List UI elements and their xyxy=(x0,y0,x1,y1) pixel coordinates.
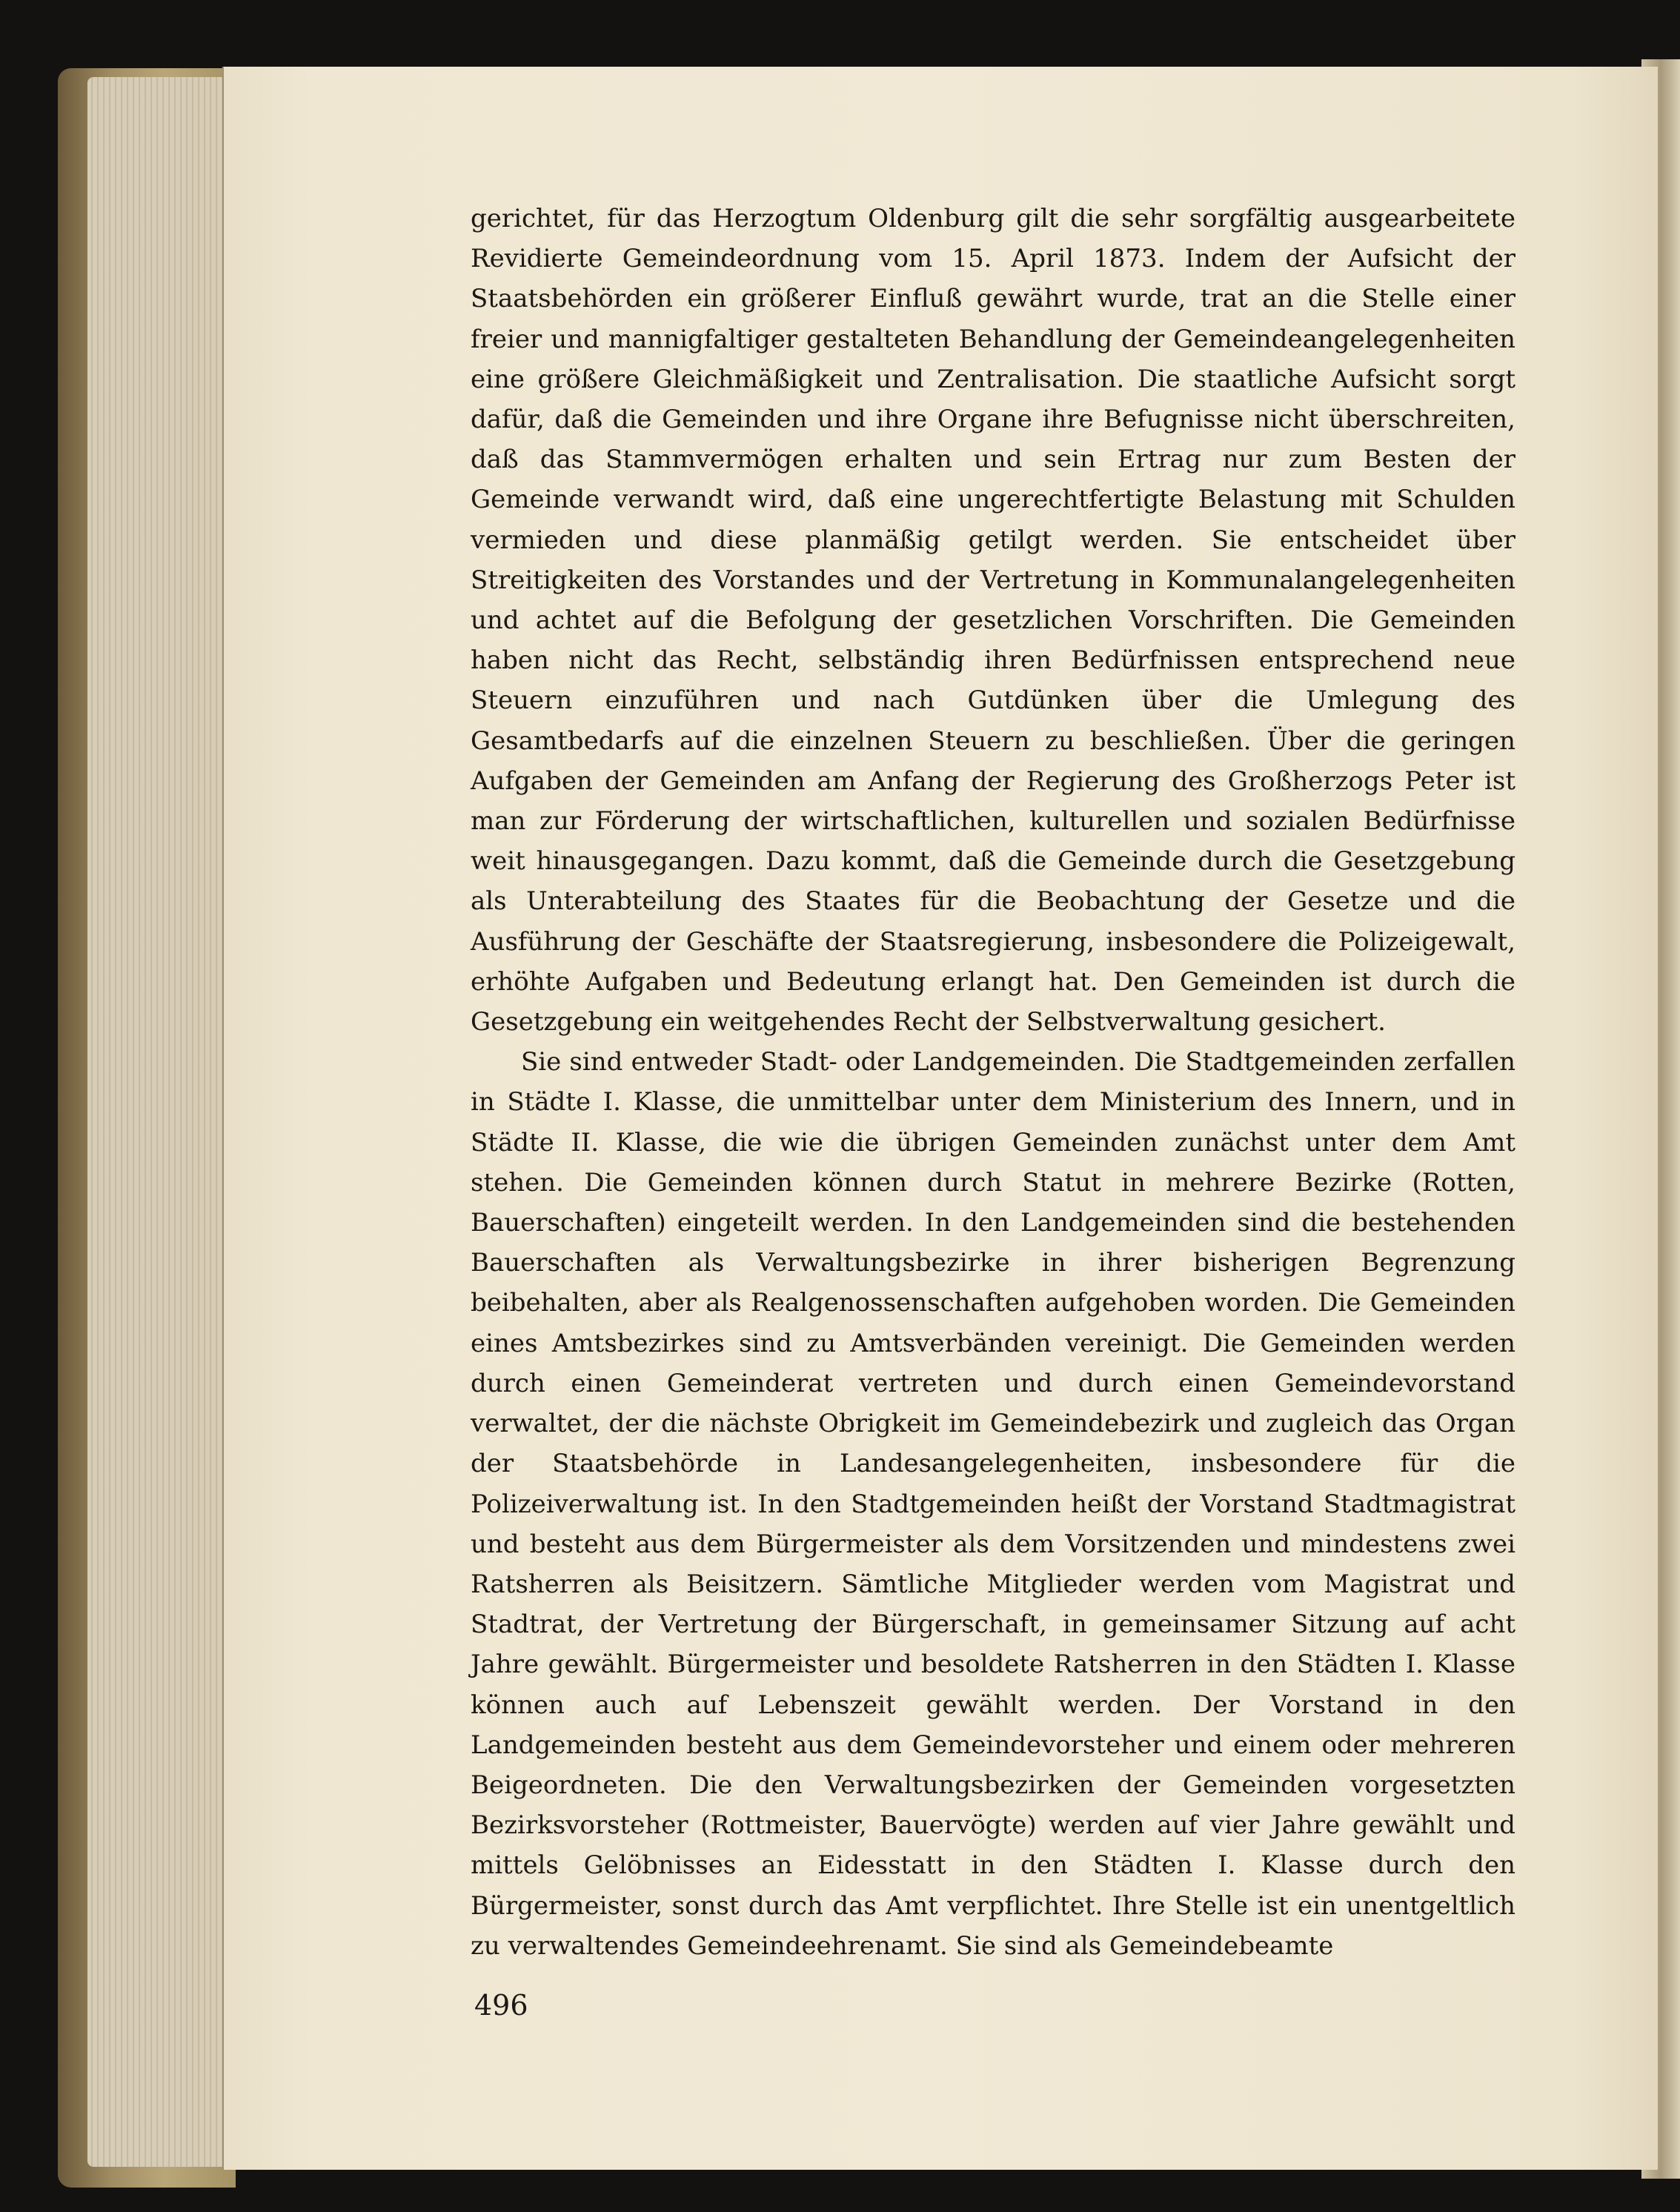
page-body-text xyxy=(471,199,1515,1966)
paragraph-communities: Sie sind entweder Stadt- oder Landgemeinden. Die Stadtgemeinden zerfallen in Städte I. Klasse, die unmittelbar unter dem Ministerium des Innern, und in Städte II. Klasse, die wie die übrigen Gemeinden zunächst unter dem Amt stehen. Die Gemeinden können durch Statut in mehrere Bezirke (Rotten, Bauerschaften) eingeteilt werden. In den Landgemeinden sind die bestehenden Bauerschaften als Verwaltungsbezirke in ihrer bisherigen Begrenzung beibehalten, aber als Realgenossenschaften aufgehoben worden. Die Gemeinden eines Amtsbezirkes sind zu Amtsverbänden vereinigt. Die Gemeinden werden durch einen Gemeinderat vertreten und durch einen Gemeindevorstand verwaltet, der die nächste Obrigkeit im Gemeindebezirk und zugleich das Organ der Staatsbehörde in Landesangelegenheiten, insbesondere für die Polizeiverwaltung ist. In den Stadtgemeinden heißt der Vorstand Stadtmagistrat und besteht aus dem Bürgermeister als dem Vorsitzenden und mindestens zwei Ratsherren als Beisitzern. Sämtliche Mitglieder werden vom Magistrat und Stadtrat, der Vertretung der Bürgerschaft, in gemeinsamer Sitzung auf acht Jahre gewählt. Bürgermeister und besoldete Ratsherren in den Städten I. Klasse können auch auf Lebenszeit gewählt werden. Der Vorstand in den Landgemeinden besteht aus dem Gemeindevorsteher und einem oder mehreren Beigeordneten. Die den Verwaltungsbezirken der Gemeinden vorgesetzten Bezirksvorsteher (Rottmeister, Bauervögte) werden auf vier Jahre gewählt und mittels Gelöbnisses an Eidesstatt in den Städten I. Klasse durch den Bürgermeister, sonst durch das Amt verpflichtet. Ihre Stelle ist ein unentgeltlich zu verwaltendes Gemeindeehrenamt. Sie sind als Gemeindebeamte xyxy=(471,1047,1515,1961)
paragraph-continued: gerichtet, für das Herzogtum Oldenburg gilt die sehr sorgfältig ausgearbeitete Revidierte Gemeindeordnung vom 15. April 1873. Indem der Aufsicht der Staatsbehörden ein größerer Einfluß gewährt wurde, trat an die Stelle einer freier und mannigfaltiger gestalteten Behandlung der Gemeindeangelegenheiten eine größere Gleichmäßigkeit und Zentralisation. Die staatliche Aufsicht sorgt dafür, daß die Gemeinden und ihre Organe ihre Befugnisse nicht überschreiten, daß das Stammvermögen erhalten und sein Ertrag nur zum Besten der Gemeinde verwandt wird, daß eine ungerechtfertigte Belastung mit Schulden vermieden und diese planmäßig getilgt werden. Sie entscheidet über Streitigkeiten des Vorstandes und der Vertretung in Kommunalangelegenheiten und achtet auf die Befolgung der gesetzlichen Vorschriften. Die Gemeinden haben nicht das Recht, selbständig ihren Bedürfnissen entsprechend neue Steuern einzuführen und nach Gutdünken über die Umlegung des Gesamtbedarfs auf die einzelnen Steuern zu beschließen. Über die geringen Aufgaben der Gemeinden am Anfang der Regierung des Großherzogs Peter ist man zur Förderung der wirtschaftlichen, kulturellen und sozialen Bedürfnisse weit hinausgegangen. Dazu kommt, daß die Gemeinde durch die Gesetzgebung als Unterabteilung des Staates für die Beobachtung der Gesetze und die Ausführung der Geschäfte der Staatsregierung, insbesondere die Polizeigewalt, erhöhte Aufgaben und Bedeutung erlangt hat. Den Gemeinden ist durch die Gesetzgebung ein weitgehendes Recht der Selbstverwaltung gesichert. xyxy=(471,204,1515,1037)
page-number: 496 xyxy=(474,1989,528,2022)
page-block-edges xyxy=(87,77,228,2167)
